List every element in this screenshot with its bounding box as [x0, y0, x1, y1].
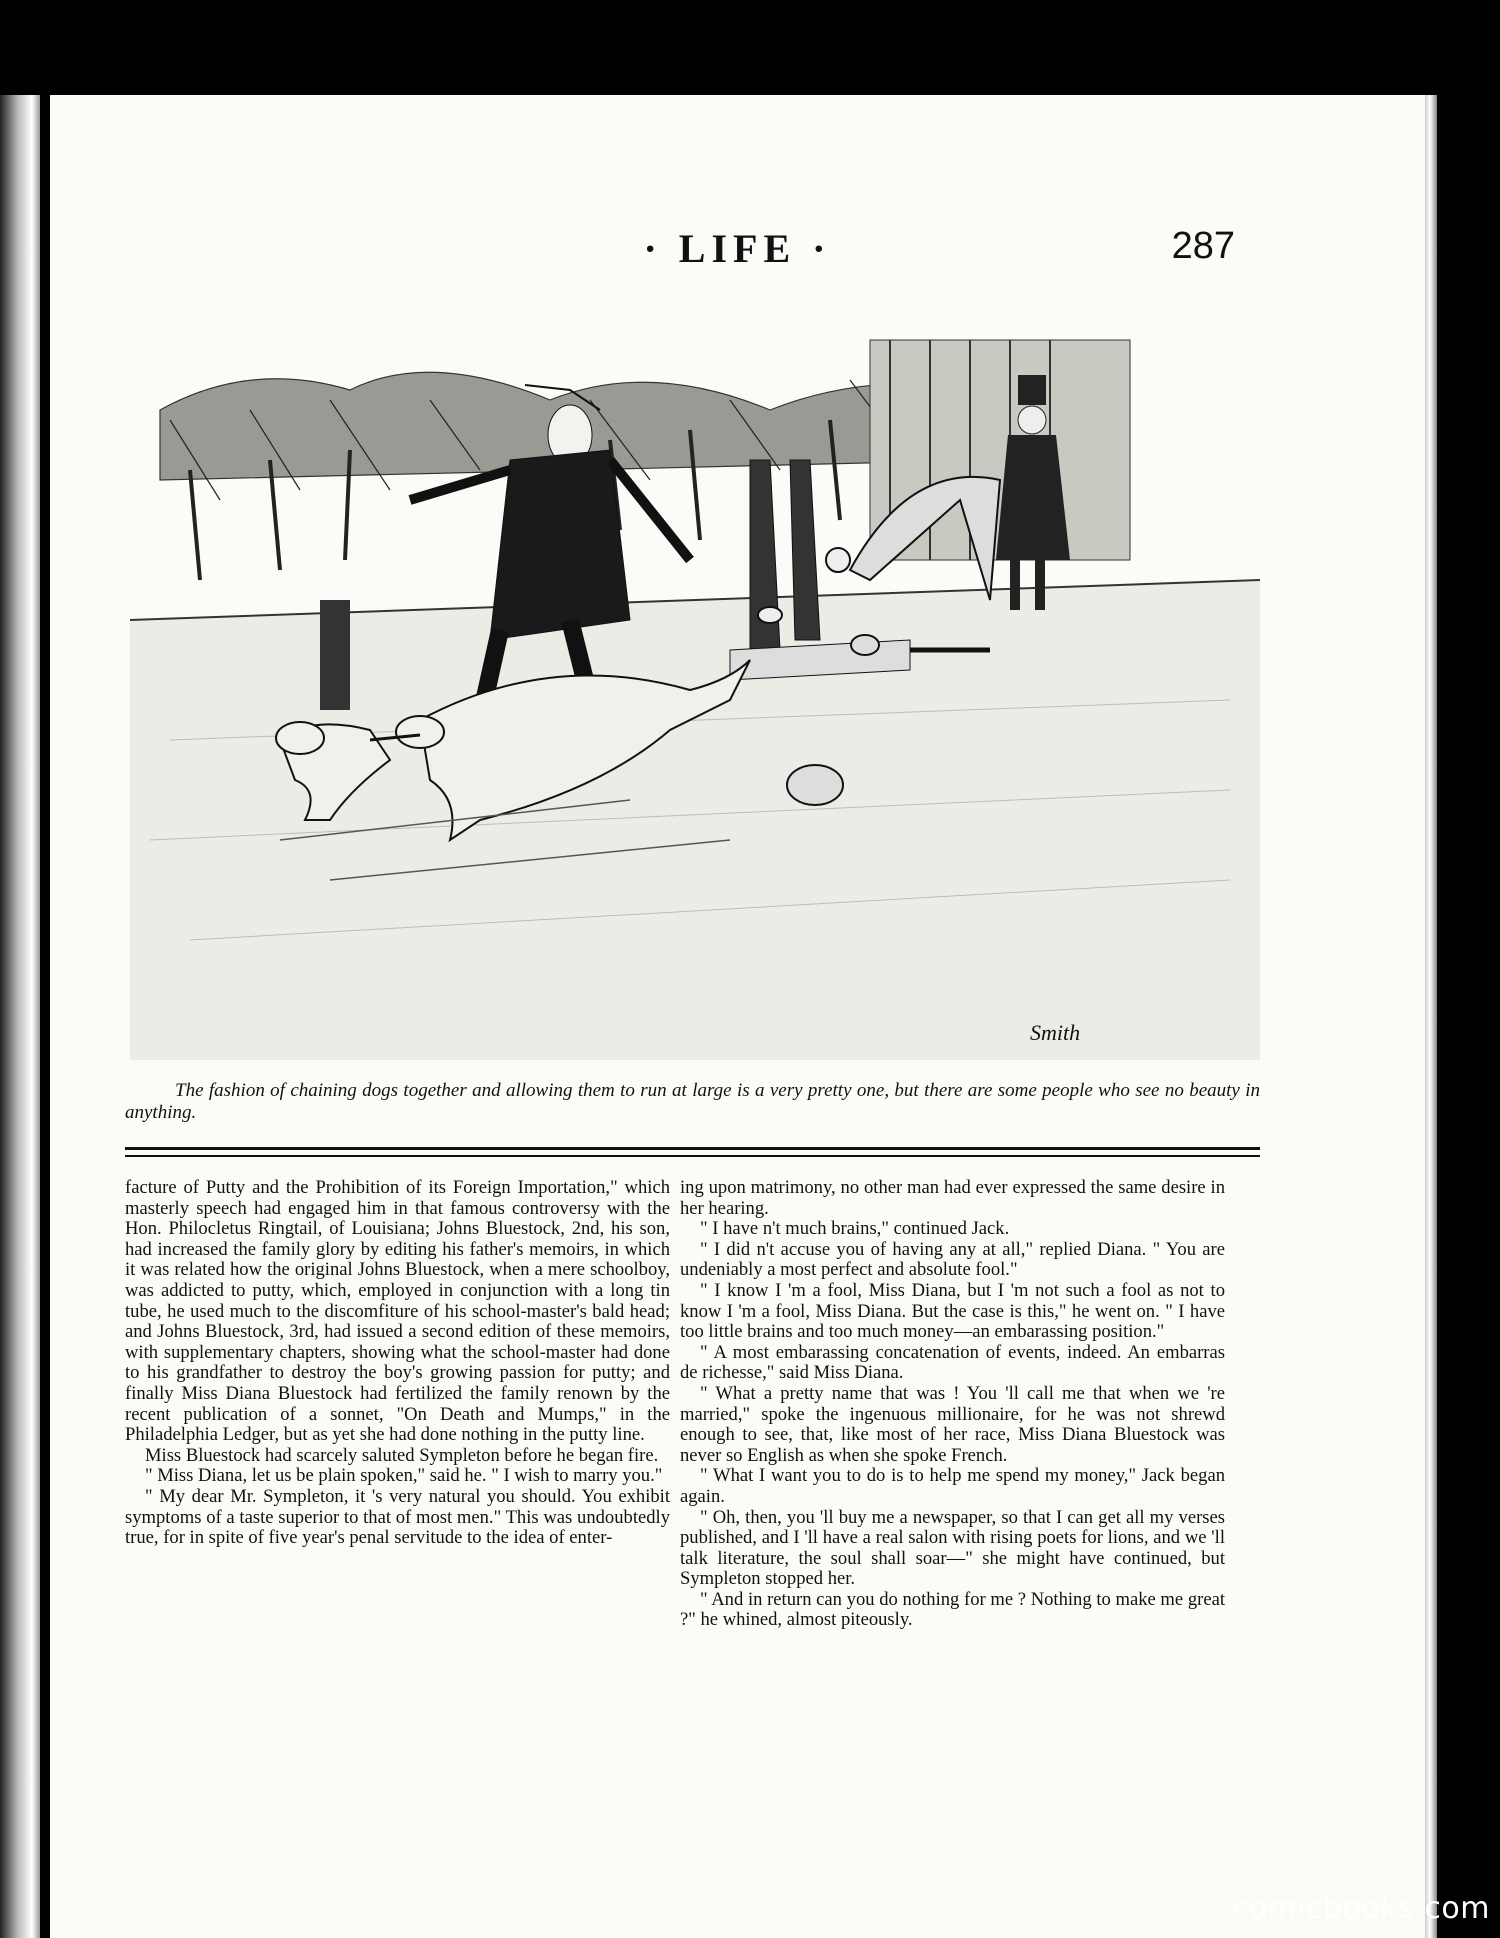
- paragraph: " I have n't much brains," continued Jack.: [700, 1218, 1010, 1240]
- hat-in-hand: [758, 607, 782, 623]
- paragraph: " What a pretty name that was ! You 'll call me that when we 're married," spoke the ingenuous millionaire, for he was not shrewd enough to see, that, like most of her race, Miss Diana Bluestock was never so English as when she spoke French.: [680, 1382, 1225, 1466]
- article-column-right: [680, 1178, 1225, 1631]
- paragraph: " Oh, then, you 'll buy me a newspaper, so that I can get all my verses published, and I 'll have a real salon with rising poets for lions, and we 'll talk literature, the soul shall soar—" she might have continued, but Sympleton stopped her.: [680, 1506, 1225, 1590]
- article-column-left: [125, 1178, 670, 1549]
- paragraph: " My dear Mr. Sympleton, it 's very natural you should. You exhibit symptoms of a taste superior to that of most men." This was undoubtedly true, for in spite of five year's penal servitude to the idea of enter-: [125, 1485, 670, 1549]
- hat-near-man: [851, 635, 879, 655]
- paragraph: ing upon matrimony, no other man had ever expressed the same desire in her hearing.: [680, 1177, 1225, 1219]
- paragraph: " I know I 'm a fool, Miss Diana, but I 'm not such a fool as not to know I 'm a fool, Miss Diana. But the case is this," he went on. " I have too little brains and too much money—an embarassing position.": [680, 1279, 1225, 1343]
- bollard: [320, 600, 350, 710]
- paragraph: " Miss Diana, let us be plain spoken," said he. " I wish to marry you.": [145, 1465, 663, 1487]
- illustration-caption: [125, 1080, 1260, 1124]
- magazine-title: · LIFE ·: [643, 226, 832, 271]
- paragraph: " And in return can you do nothing for me ? Nothing to make me great ?" he whined, almost piteously.: [680, 1588, 1225, 1631]
- paragraph: " What I want you to do is to help me spend my money," Jack began again.: [680, 1465, 1225, 1507]
- paragraph: Miss Bluestock had scarcely saluted Sympleton before he began fire.: [145, 1444, 659, 1466]
- paragraph: facture of Putty and the Prohibition of its Foreign Importation," which masterly speech had engaged him in that famous controversy with the Hon. Philocletus Ringtail, of Louisiana; Johns Bluestock, 2nd, his son, had increased the family glory by editing his father's memoirs, in which it was related how the original Johns Bluestock, when a mere schoolboy, was addicted to putty, which, employed in conjunction with a long tin tube, he used much to the discomfiture of his school-master's bald head; and Johns Bluestock, 3rd, had issued a second edition of these memoirs, with supplementary chapters, showing what the school-master had done to his grandfather to destroy the boy's growing passion for putty; and finally Miss Diana Bluestock had fertilized the family renown by the recent publication of a sonnet, "On Death and Mumps," in the Philadelphia Ledger, but as yet she had done nothing in the putty line.: [125, 1177, 670, 1446]
- cartoon-illustration: [130, 320, 1260, 1060]
- bending-man: [826, 477, 1000, 600]
- page-header: [50, 225, 1425, 285]
- divider-rule-bottom: [125, 1155, 1260, 1157]
- paragraph: " A most embarassing concatenation of events, indeed. An embarras de richesse," said Miss Diana.: [680, 1341, 1225, 1384]
- site-watermark: comicbooks.com: [1231, 1891, 1490, 1926]
- caption-text: The fashion of chaining dogs together and allowing them to run at large is a very pretty one, but there are some people who see no beauty in anything.: [125, 1080, 1260, 1123]
- paragraph: " I did n't accuse you of having any at all," replied Diana. " You are undeniably a most perfect and absolute fool.": [680, 1238, 1225, 1281]
- sidewalk: [130, 580, 1260, 1060]
- fallen-hat: [787, 765, 843, 805]
- illustrator-signature: Smith: [1030, 1020, 1081, 1045]
- book-spine: [0, 95, 40, 1938]
- divider-rule-top: [125, 1147, 1260, 1150]
- page-edge: [1425, 95, 1437, 1938]
- magazine-page: [50, 95, 1425, 1938]
- page-number: 287: [1171, 225, 1235, 267]
